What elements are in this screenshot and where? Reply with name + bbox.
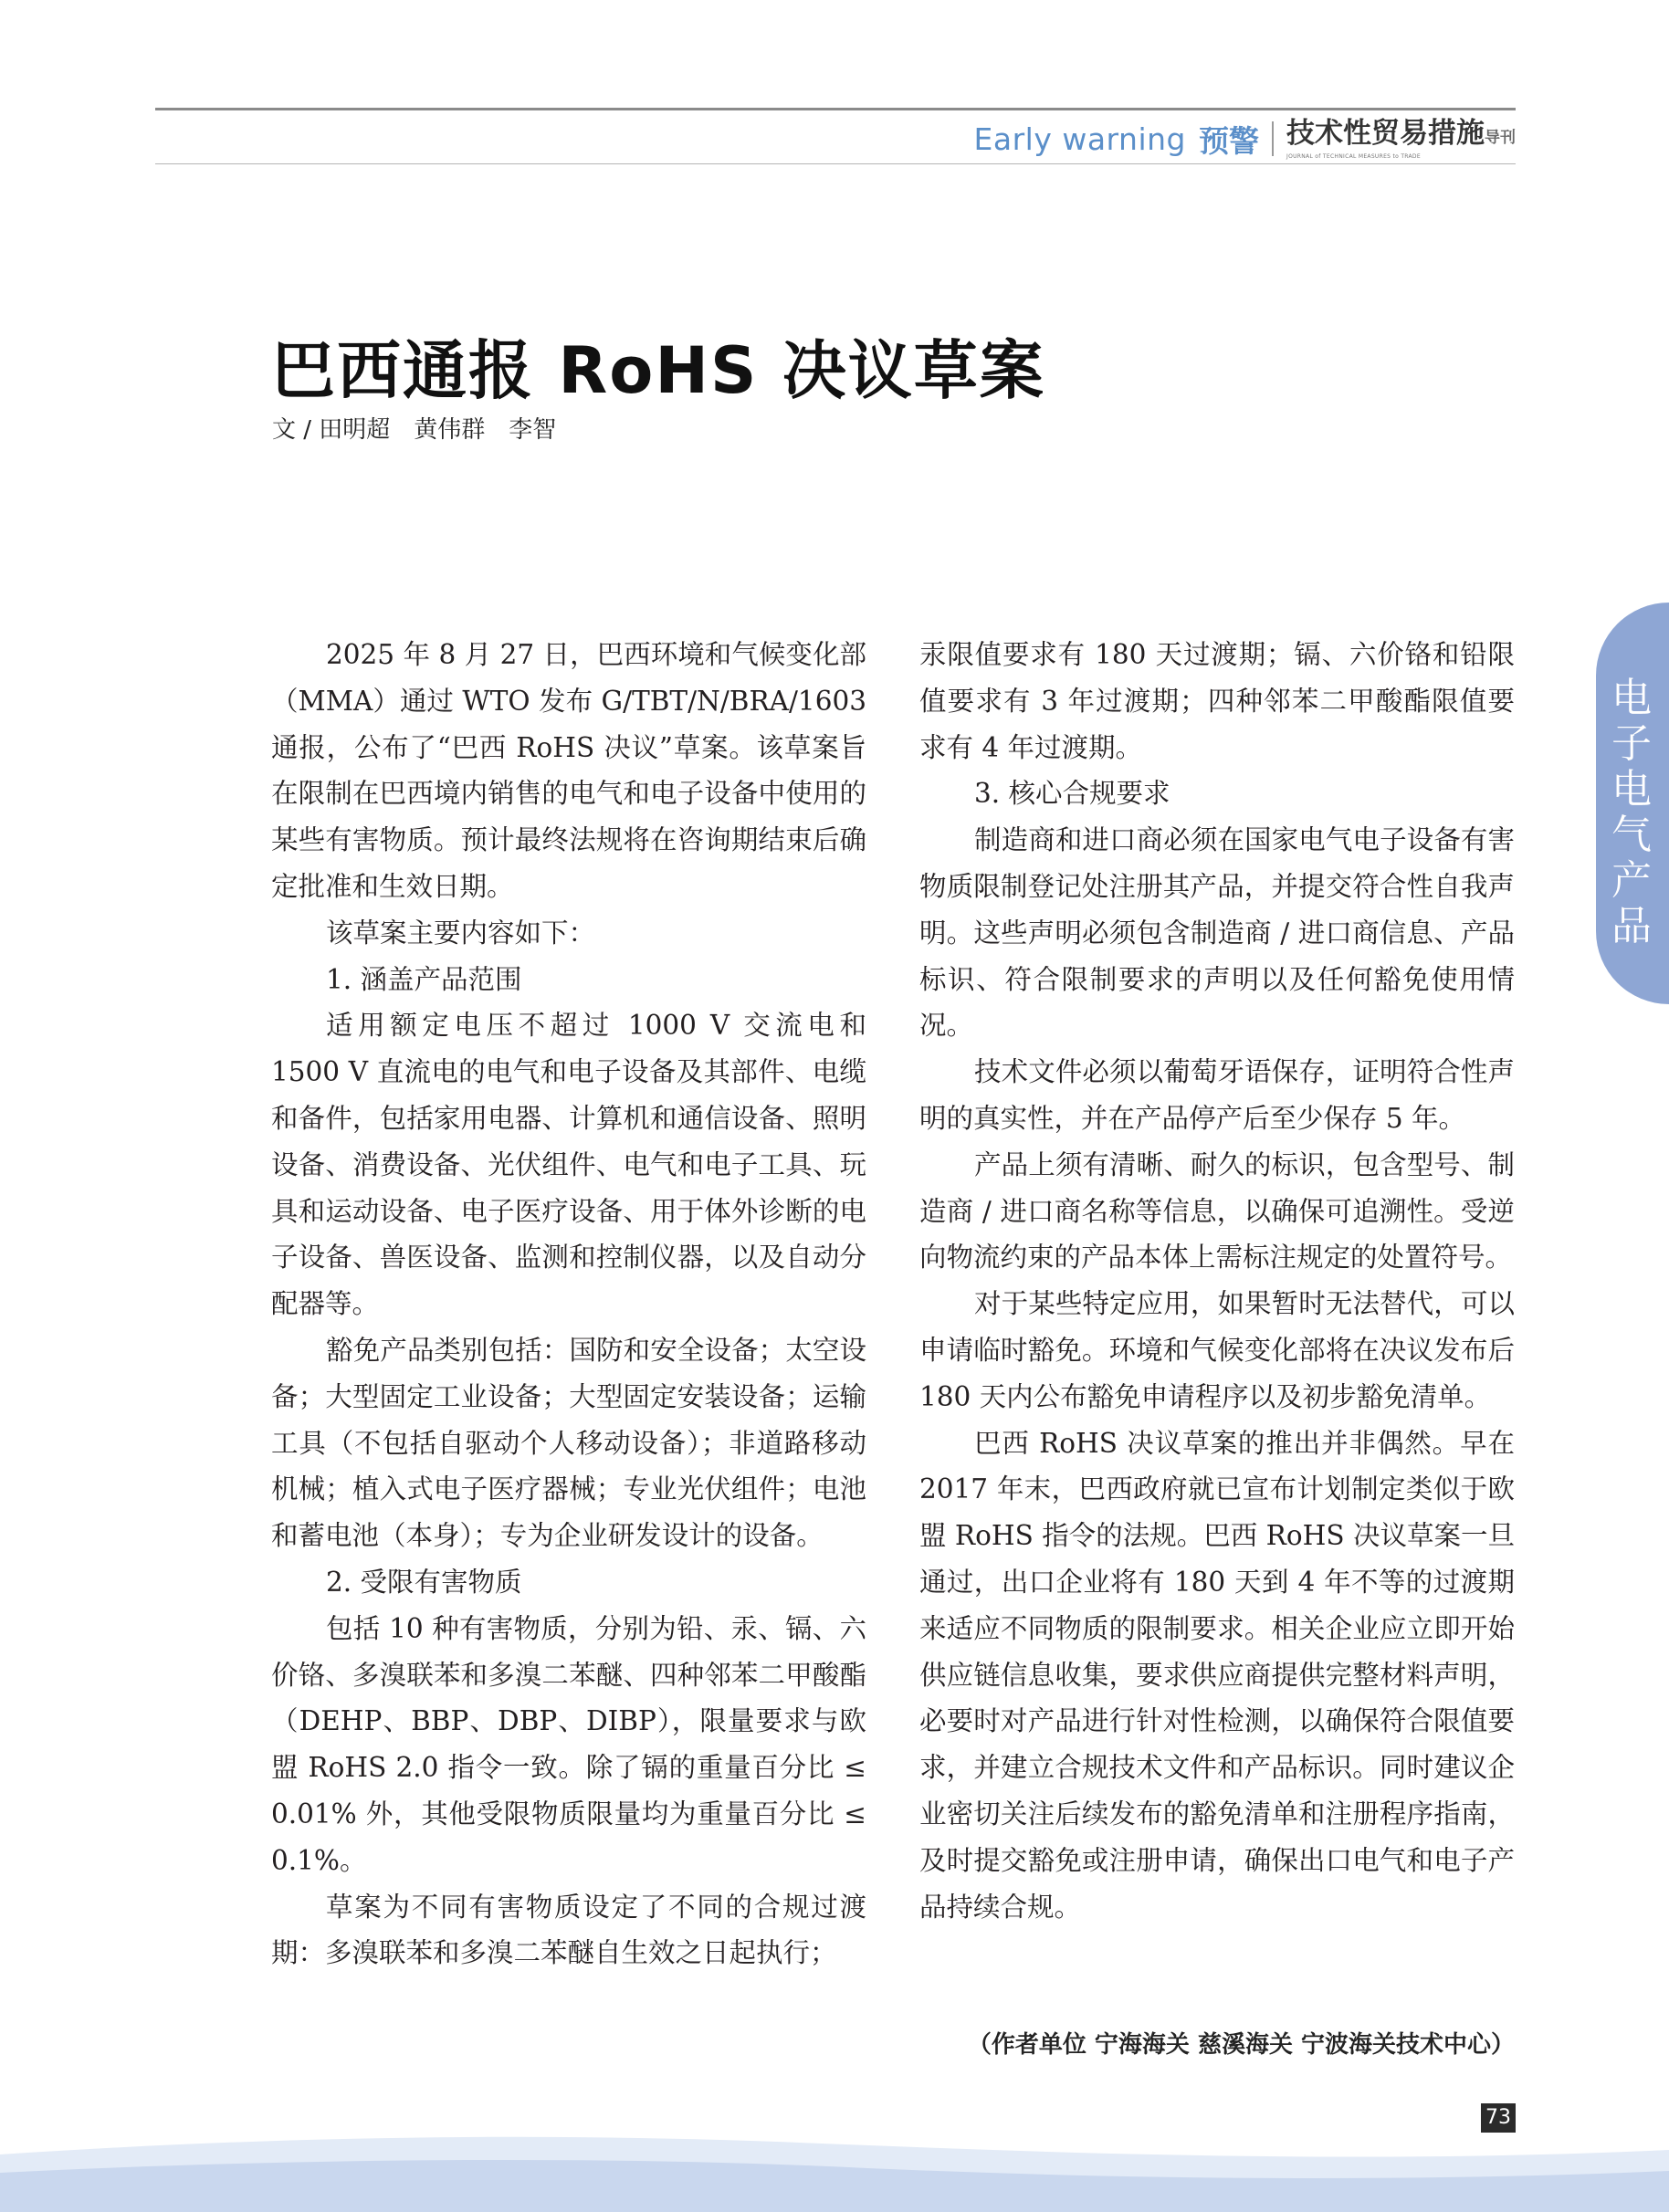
section-heading: 3. 核心合规要求 (974, 778, 1170, 810)
journal-subtitle: JOURNAL of TECHNICAL MEASURES to TRADE (1286, 153, 1421, 160)
paragraph: 技术文件必须以葡萄牙语保存，证明符合性声明的真实性，并在产品停产后至少保存 5 年。 (919, 1056, 1515, 1134)
journal-name: 技术性贸易措施 (1286, 117, 1485, 150)
paragraph: 汞限值要求有 180 天过渡期；镉、六价铬和铅限值要求有 3 年过渡期；四种邻苯二甲酸酯限值要求有 4 年过渡期。 (919, 639, 1515, 763)
paragraph: 包括 10 种有害物质，分别为铅、汞、镉、六价铬、多溴联苯和多溴二苯醚、四种邻苯二甲酸酯（DEHP、BBP、DBP、DIBP），限量要求与欧盟 RoHS 2.0 指令一致。除了镉的重量百分比 ≤ 0.01% 外，其他受限物质限量均为重量百分比 ≤ 0.1%。 (271, 1612, 866, 1876)
header-divider (1272, 121, 1274, 156)
section-heading: 2. 受限有害物质 (326, 1566, 522, 1598)
paragraph: 草案为不同有害物质设定了不同的合规过渡期：多溴联苯和多溴二苯醚自生效之日起执行； (271, 1891, 866, 1969)
author-affiliation: （作者单位 宁海海关 慈溪海关 宁波海关技术中心） (967, 2031, 1515, 2059)
page-number: 73 (1481, 2103, 1516, 2133)
paragraph: 巴西 RoHS 决议草案的推出并非偶然。早在 2017 年末，巴西政府就已宣布计划制定类似于欧盟 RoHS 指令的法规。巴西 RoHS 决议草案一旦通过，出口企业将有 180 天到 4 年不等的过渡期来适应不同物质的限制要求。相关企业应立即开始供应链信息收集，要求供应商提供完整材料声明，必要时对产品进行针对性检测，以确保符合限值要求，并建立合规技术文件和产品标识。同时建议企业密切关注后续发布的豁免清单和注册程序指南，及时提交豁免或注册申请，确保出口电气和电子产品持续合规。 (919, 1427, 1515, 1923)
paragraph: 该草案主要内容如下： (326, 917, 596, 949)
right-column (919, 632, 1515, 1930)
footer-wave-decoration (0, 2118, 1669, 2212)
article-title: 巴西通报 RoHS 决议草案 (271, 333, 1045, 408)
header-rule (155, 108, 1516, 110)
running-header (974, 117, 1516, 161)
article-byline: 文 / 田明超 黄伟群 李智 (272, 416, 557, 444)
paragraph: 适用额定电压不超过 1000 V 交流电和 1500 V 直流电的电气和电子设备及其部件、电缆和备件，包括家用电器、计算机和通信设备、照明设备、消费设备、光伏组件、电气和电子工具、玩具和运动设备、电子医疗设备、用于体外诊断的电子设备、兽医设备、监测和控制仪器，以及自动分配器等。 (271, 1010, 866, 1320)
journal-logo (1286, 118, 1516, 160)
section-label-en: Early warning (973, 121, 1186, 157)
section-heading: 1. 涵盖产品范围 (326, 963, 522, 995)
section-label-cn: 预警 (1199, 122, 1259, 159)
paragraph: 2025 年 8 月 27 日，巴西环境和气候变化部（MMA）通过 WTO 发布 G/TBT/N/BRA/1603 通报，公布了“巴西 RoHS 决议”草案。该草案旨在限制在巴西境内销售的电气和电子设备中使用的某些有害物质。预计最终法规将在咨询期结束后确定批准和生效日期。 (271, 639, 866, 902)
paragraph: 产品上须有清晰、耐久的标识，包含型号、制造商 / 进口商名称等信息，以确保可追溯性。受逆向物流约束的产品本体上需标注规定的处置符号。 (919, 1148, 1515, 1274)
left-column (271, 632, 866, 1976)
paragraph: 对于某些特定应用，如果暂时无法替代，可以申请临时豁免。环境和气候变化部将在决议发布后 180 天内公布豁免申请程序以及初步豁免清单。 (919, 1288, 1515, 1412)
side-tab-label: 电子电气产品 (1611, 675, 1652, 949)
paragraph: 制造商和进口商必须在国家电气电子设备有害物质限制登记处注册其产品，并提交符合性自我声明。这些声明必须包含制造商 / 进口商信息、产品标识、符合限制要求的声明以及任何豁免使用情况。 (919, 824, 1515, 1042)
header-rule-bottom (155, 163, 1516, 164)
journal-suffix: 导刊 (1485, 129, 1516, 147)
paragraph: 豁免产品类别包括：国防和安全设备；太空设备；大型固定工业设备；大型固定安装设备；运输工具（不包括自驱动个人移动设备）；非道路移动机械；植入式电子医疗器械；专业光伏组件；电池和蓄电池（本身）；专为企业研发设计的设备。 (271, 1334, 866, 1552)
